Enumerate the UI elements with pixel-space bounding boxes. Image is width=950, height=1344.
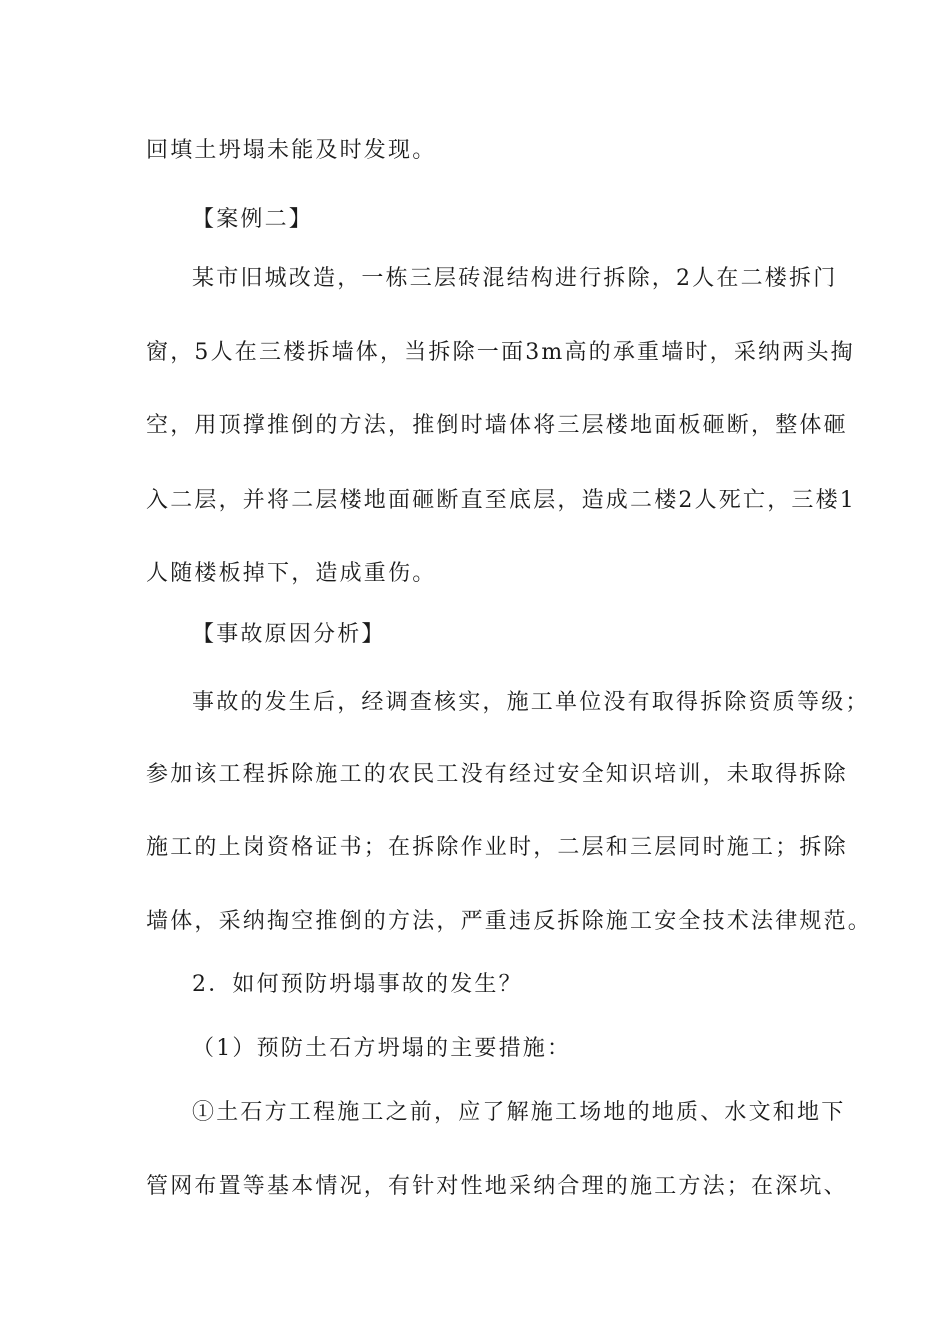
- paragraph-line: 回填土坍塌未能及时发现。: [146, 138, 437, 163]
- section-heading-accident-analysis: 【事故原因分析】: [192, 622, 386, 647]
- paragraph-line: 墙体，采纳掏空推倒的方法，严重违反拆除施工安全技术法律规范。: [146, 909, 873, 934]
- paragraph-line: 窗，5人在三楼拆墙体，当拆除一面3m高的承重墙时，采纳两头掏: [146, 340, 855, 365]
- paragraph-line: 参加该工程拆除施工的农民工没有经过安全知识培训，未取得拆除: [146, 762, 848, 787]
- paragraph-line: 施工的上岗资格证书；在拆除作业时，二层和三层同时施工；拆除: [146, 835, 848, 860]
- paragraph-line: ①土石方工程施工之前，应了解施工场地的地质、水文和地下: [192, 1100, 846, 1125]
- paragraph-line: 人随楼板掉下，造成重伤。: [146, 561, 437, 586]
- subsection-heading: （1）预防土石方坍塌的主要措施：: [192, 1036, 572, 1061]
- paragraph-line: 某市旧城改造，一栋三层砖混结构进行拆除，2人在二楼拆门: [192, 266, 838, 291]
- paragraph-line: 事故的发生后，经调查核实，施工单位没有取得拆除资质等级；: [192, 690, 870, 715]
- question-heading: 2．如何预防坍塌事故的发生？: [192, 972, 523, 997]
- paragraph-line: 入二层，并将二层楼地面砸断直至底层，造成二楼2人死亡，三楼1: [146, 488, 856, 513]
- paragraph-line: 空，用顶撑推倒的方法，推倒时墙体将三层楼地面板砸断，整体砸: [146, 413, 848, 438]
- section-heading-case-two: 【案例二】: [192, 207, 314, 232]
- paragraph-line: 管网布置等基本情况，有针对性地采纳合理的施工方法；在深坑、: [146, 1174, 848, 1199]
